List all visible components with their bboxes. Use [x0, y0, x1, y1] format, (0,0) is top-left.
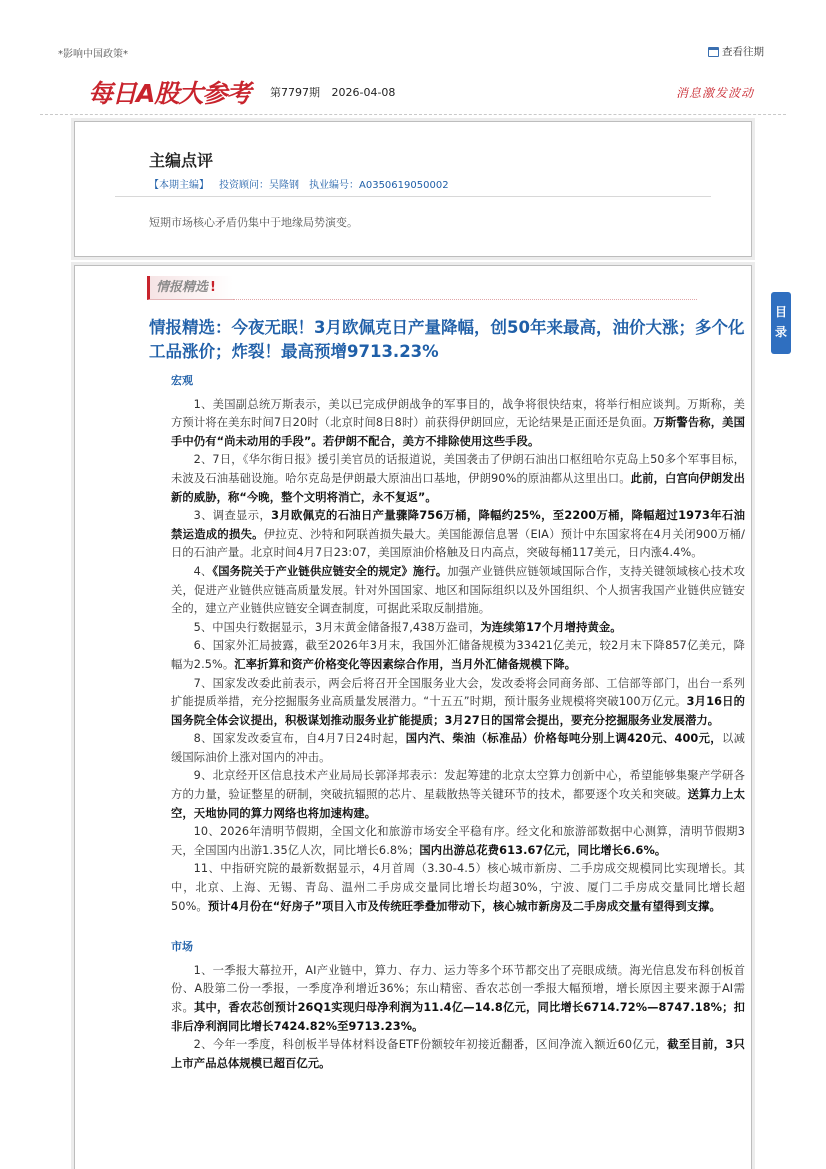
- list-item: [171, 451, 745, 507]
- history-link[interactable]: [708, 44, 764, 59]
- issue-number: 第7797期: [270, 86, 320, 99]
- list-item: [171, 767, 745, 823]
- item-highlight: 此前，白宫向伊朗发出新的威胁，称“今晚，整个文明将消亡，永不复返”。: [171, 471, 745, 504]
- list-item: [171, 619, 745, 638]
- section-badge: [147, 276, 233, 300]
- article-content: [171, 372, 745, 1073]
- editorial-card: [74, 121, 752, 257]
- advisor: 投资顾问：吴隆钢: [219, 180, 299, 191]
- list-item: [171, 396, 745, 452]
- item-text: 2、今年一季度，科创板半导体材料设备ETF份额较年初接近翻番，区间净流入额近60亿元，: [193, 1038, 668, 1052]
- list-item: [171, 823, 745, 860]
- macro-list: [171, 396, 745, 917]
- masthead: [88, 72, 758, 114]
- list-item: [171, 860, 745, 916]
- list-item: [171, 1036, 745, 1073]
- item-text: 6、国家外汇局披露，截至2026年3月末，我国外汇储备规模为33421亿美元，较2月末下降857亿美元，降幅为2.5%。: [171, 639, 745, 671]
- list-item: [171, 675, 745, 731]
- toc-tab[interactable]: 目录: [771, 292, 791, 354]
- item-highlight: 预计4月份在“好房子”项目入市及传统旺季叠加带动下，核心城市新房及二手房成交量有望得到支撑。: [207, 899, 721, 913]
- market-list: [171, 962, 745, 1074]
- section-rule: [233, 299, 697, 300]
- badge-mark-icon: !: [210, 280, 216, 295]
- list-item: [171, 637, 745, 674]
- item-highlight: 国内汽、柴油（标准品）价格每吨分别上调420元、400元，: [405, 732, 722, 746]
- item-highlight: 万斯警告称，美国手中仍有“尚未动用的手段”。若伊朗不配合，美方不排除使用这些手段。: [171, 416, 745, 448]
- item-highlight: 汇率折算和资产价格变化等因素综合作用，当月外汇储备规模下降。: [234, 657, 577, 671]
- slogan: *影响中国政策*: [58, 49, 128, 60]
- item-text: 10、2026年清明节假期，全国文化和旅游市场安全平稳有序。经文化和旅游部数据中心测算，清明节假期3天，全国国内出游1.35亿人次，同比增长6.8%；: [171, 825, 745, 857]
- item-highlight: 《国务院关于产业链供应链安全的规定》施行。: [212, 564, 448, 578]
- masthead-divider: [40, 114, 786, 115]
- item-text: 3、调查显示，: [193, 509, 272, 523]
- list-item: [171, 563, 745, 619]
- item-tail: 以减缓国际油价上涨对国内的冲击。: [171, 732, 745, 764]
- item-text: 11、中指研究院的最新数据显示，4月首周（3.30-4.5）核心城市新房、二手房成交规模同比实现增长。其中，北京、上海、无锡、青岛、温州二手房成交量同比增长均超30%，宁波、厦门二手房成交量同比增长超50%。: [171, 862, 745, 913]
- editorial-title: 主编点评: [149, 151, 214, 170]
- intel-card: [74, 265, 752, 1169]
- item-text: 9、北京经开区信息技术产业局局长郭泽邦表示：发起筹建的北京太空算力创新中心，希望能够集聚产学研各方的力量，验证整星的研制，突破抗辐照的芯片、星载散热等关键环节的技术，都要逐个攻关和突破。: [171, 769, 745, 802]
- headline: 情报精选：今夜无眠！3月欧佩克日产量降幅，创50年来最高，油价大涨；多个化工品涨价；炸裂！最高预增9713.23%: [149, 318, 745, 361]
- item-highlight: 3月16日的国务院全体会议提出，积极谋划推动服务业扩能提质；3月27日的国常会提出，要充分挖掘服务业发展潜力。: [171, 695, 745, 727]
- item-highlight: 为连续第17个月增持黄金。: [480, 620, 622, 634]
- list-item: [171, 507, 745, 563]
- editorial-divider: [115, 196, 711, 197]
- tagline: 消息激发波动: [675, 86, 754, 100]
- item-text: 8、国家发改委宣布，自4月7日24时起，: [193, 732, 406, 746]
- item-tail: 伊拉克、沙特和阿联酋损失最大。美国能源信息署（EIA）预计中东国家将在4月关闭900万桶/日的石油产量。北京时间4月7日23:07，美国原油价格触及日内高点，突破每桶117美元，日内涨4.4%。: [171, 527, 745, 560]
- item-text: 5、中国央行数据显示，3月末黄金储备报7,438万盎司，: [193, 620, 481, 634]
- item-text: 2、7日，《华尔街日报》援引美官员的话报道说，美国袭击了伊朗石油出口枢纽哈尔克岛上50多个军事目标，未波及石油基础设施。哈尔克岛是伊朗最大原油出口基地，伊朗90%的原油都从这里出口。: [171, 453, 745, 485]
- logo: 每日A股大参考: [88, 79, 251, 108]
- section-badge-label: 情报精选: [156, 280, 209, 295]
- item-text: 1、美国副总统万斯表示，美以已完成伊朗战争的军事目的，战争将很快结束，将举行相应谈判。万斯称，美方预计将在美东时间7日20时（北京时间8日8时）前获得伊朗回应，无论结果是正面还是负面。: [171, 397, 745, 430]
- history-link-label: 查看往期: [722, 46, 764, 58]
- editorial-body: 短期市场核心矛盾仍集中于地缘局势演变。: [149, 216, 358, 229]
- item-text: 7、国家发改委此前表示，两会后将召开全国服务业大会，发改委将会同商务部、工信部等部门，出台一系列扩能提质举措，充分挖掘服务业高质量发展潜力。“十五五”时期，预计服务业规模将突破100万亿元。: [171, 676, 745, 709]
- item-highlight: 国内出游总花费613.67亿元，同比增长6.6%。: [419, 843, 667, 857]
- license-number: 执业编号：A0350619050002: [309, 180, 449, 191]
- top-bar: [0, 0, 826, 60]
- item-highlight: 截至目前，3只上市产品总体规模已超百亿元。: [171, 1038, 745, 1070]
- issue-date: 2026-04-08: [331, 86, 396, 99]
- list-item: [171, 730, 745, 767]
- editor-label: 【本期主编】: [149, 180, 209, 191]
- item-text: 1、一季报大幕拉开，AI产业链中，算力、存力、运力等多个环节都交出了亮眼成绩。海光信息发布科创板首份、A股第二份一季报，一季度净利增近36%；东山精密、香农芯创一季报大幅预增，增长原因主要来源于AI需求。: [171, 963, 745, 1014]
- item-highlight: 送算力上太空，天地协同的算力网络也将加速构建。: [171, 788, 745, 820]
- item-highlight: 3月欧佩克的石油日产量骤降756万桶，降幅约25%，至2200万桶，降幅超过1973年石油禁运造成的损失。: [171, 509, 745, 541]
- macro-heading: 宏观: [171, 374, 193, 387]
- item-highlight: 其中，香农芯创预计26Q1实现归母净利润为11.4亿—14.8亿元，同比增长6714.72%—8747.18%；扣非后净利润同比增长7424.82%至9713.23%。: [171, 1001, 745, 1033]
- list-item: [171, 962, 745, 1036]
- editorial-meta: [149, 176, 459, 191]
- item-tail: 加强产业链供应链领域国际合作，支持关键领域核心技术攻关，促进产业链供应链高质量发展。针对外国国家、地区和国际组织以及外国组织、个人损害我国产业链供应链安全的，建立产业链供应链安全调查制度，可据此采取反制措施。: [171, 564, 746, 616]
- item-text: 4、: [193, 564, 213, 578]
- market-heading: 市场: [171, 940, 193, 954]
- issue-info: [270, 84, 403, 100]
- calendar-icon: [708, 47, 719, 57]
